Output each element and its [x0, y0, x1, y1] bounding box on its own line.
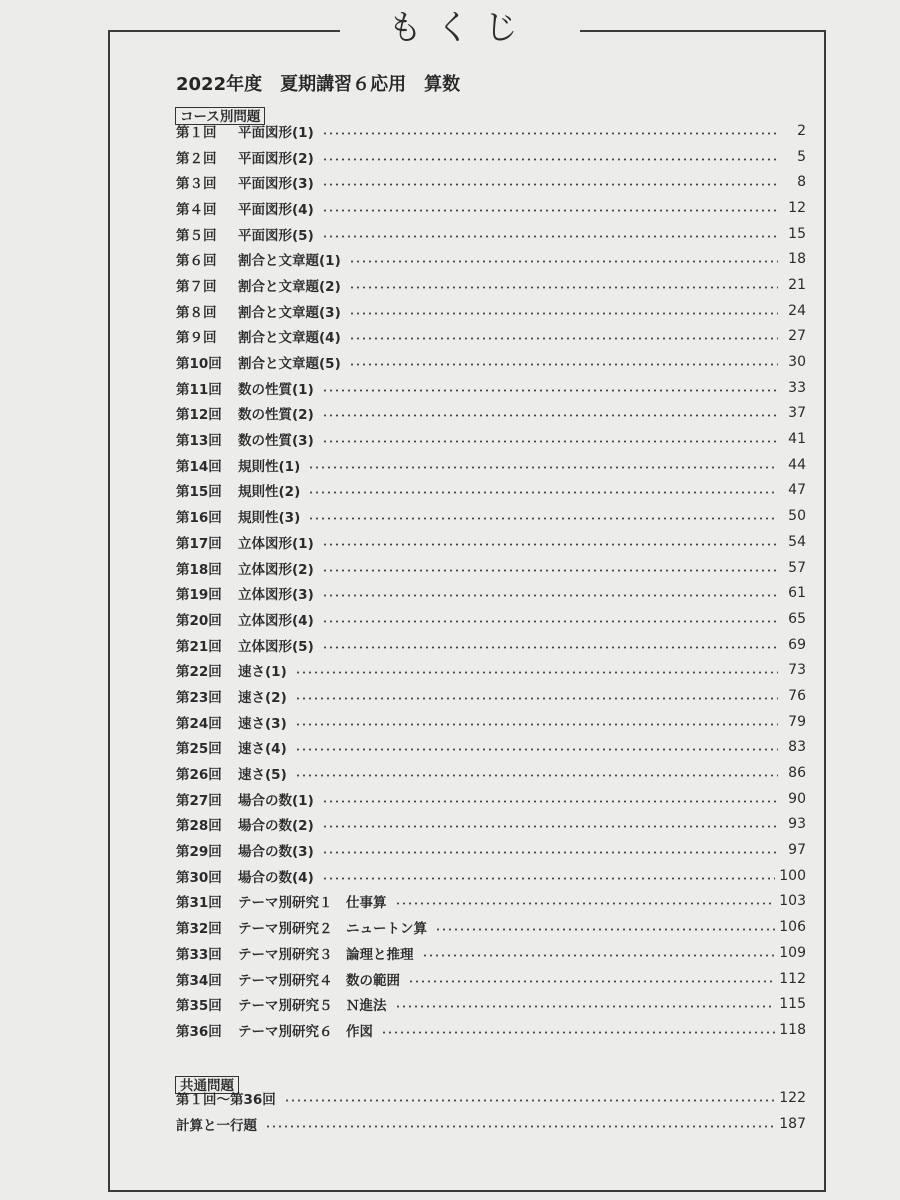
toc-entry-title: 割合と文章題(5) [238, 356, 341, 373]
toc-entry-number: 第23回 [176, 689, 222, 706]
toc-entry-title: 立体図形(2) [238, 561, 314, 578]
toc-entry-page: 50 [788, 508, 806, 525]
dot-leader [322, 594, 778, 597]
toc-entry [176, 940, 806, 966]
toc-entry [176, 1085, 806, 1111]
toc-entry-page: 61 [788, 585, 806, 602]
dot-leader [349, 312, 778, 315]
toc-entry-page: 97 [788, 842, 806, 859]
toc-entry-number: 第27回 [176, 792, 222, 809]
dot-leader [322, 235, 778, 238]
toc-entry-number: 第33回 [176, 946, 222, 963]
toc-entry-title: 規則性(2) [238, 484, 301, 501]
toc-entry-page: 118 [779, 1021, 806, 1038]
toc-entry-page: 54 [788, 533, 806, 550]
toc-entry-number: 第31回 [176, 895, 222, 912]
toc-entry [176, 401, 806, 427]
toc-entry [176, 478, 806, 504]
toc-entry-number: 第８回 [176, 304, 217, 321]
toc-entry [176, 760, 806, 786]
toc-entry [176, 272, 806, 298]
dot-leader [322, 132, 778, 135]
dot-leader [295, 774, 778, 777]
toc-entry-number: 第４回 [176, 201, 217, 218]
toc-entry-page: 69 [788, 636, 806, 653]
toc-entry-number: 第22回 [176, 664, 222, 681]
dot-leader [308, 466, 778, 469]
toc-entry [176, 812, 806, 838]
toc-entry-title: 数の性質(2) [238, 407, 314, 424]
toc-entry [176, 863, 806, 889]
dot-leader [349, 260, 778, 263]
toc-entry-title: 割合と文章題(4) [238, 330, 341, 347]
toc-entry [176, 709, 806, 735]
dot-leader [295, 697, 778, 700]
toc-entry-title: 数の性質(3) [238, 433, 314, 450]
toc-entry-title: テーマ別研究１ 仕事算 [238, 895, 387, 912]
toc-entry-page: 83 [788, 739, 806, 756]
toc-entry-number: 第28回 [176, 818, 222, 835]
toc-entry-number: 第25回 [176, 741, 222, 758]
toc-list-common [176, 1085, 806, 1137]
dot-leader [308, 517, 778, 520]
toc-entry-page: 187 [779, 1116, 806, 1132]
toc-entry-title: テーマ別研究６ 作図 [238, 1023, 373, 1040]
toc-entry [176, 580, 806, 606]
toc-entry-title: 平面図形(3) [238, 176, 314, 193]
dot-leader [295, 748, 778, 751]
dot-leader [322, 414, 778, 417]
dot-leader [308, 491, 778, 494]
toc-entry [176, 991, 806, 1017]
dot-leader [284, 1099, 775, 1102]
toc-entry-page: 103 [779, 893, 806, 910]
toc-entry-page: 24 [788, 302, 806, 319]
toc-entry-number: 第11回 [176, 381, 222, 398]
toc-entry-page: 18 [788, 251, 806, 268]
toc-entry-page: 93 [788, 816, 806, 833]
toc-entry [176, 298, 806, 324]
toc-entry-title: 割合と文章題(2) [238, 278, 341, 295]
toc-entry-page: 47 [788, 482, 806, 499]
toc-entry-page: 106 [779, 919, 806, 936]
dot-leader [265, 1125, 775, 1128]
toc-entry-title: 規則性(1) [238, 458, 301, 475]
toc-entry-title: 場合の数(1) [238, 792, 314, 809]
toc-entry-title: 速さ(4) [238, 741, 287, 758]
dot-leader [349, 286, 778, 289]
dot-leader [322, 851, 778, 854]
toc-entry-title: 場合の数(2) [238, 818, 314, 835]
toc-entry-title: テーマ別研究５ Ｎ進法 [238, 998, 387, 1015]
toc-entry-page: 73 [788, 662, 806, 679]
toc-entry-title: 割合と文章題(1) [238, 253, 341, 270]
toc-entry-number: 第２回 [176, 150, 217, 167]
toc-entry-title: 立体図形(3) [238, 587, 314, 604]
toc-entry [176, 1017, 806, 1043]
toc-entry-page: 27 [788, 328, 806, 345]
toc-entry-title: 計算と一行題 [176, 1118, 257, 1134]
dot-leader [322, 569, 778, 572]
toc-entry [176, 632, 806, 658]
toc-entry-page: 21 [788, 276, 806, 293]
toc-entry-number: 第20回 [176, 612, 222, 629]
dot-leader [322, 620, 778, 623]
toc-entry-page: 100 [779, 867, 806, 884]
dot-leader [322, 646, 778, 649]
toc-entry [176, 503, 806, 529]
dot-leader [435, 928, 775, 931]
dot-leader [322, 158, 778, 161]
toc-entry-number: 第６回 [176, 253, 217, 270]
toc-entry-number: 第12回 [176, 407, 222, 424]
toc-entry [176, 324, 806, 350]
toc-entry [176, 1111, 806, 1137]
toc-entry-page: 112 [779, 970, 806, 987]
toc-entry [176, 195, 806, 221]
toc-entry-number: 第21回 [176, 638, 222, 655]
toc-entry-title: 規則性(3) [238, 510, 301, 527]
toc-entry-page: 57 [788, 559, 806, 576]
toc-entry-number: 第15回 [176, 484, 222, 501]
dot-leader [395, 902, 776, 905]
toc-entry [176, 914, 806, 940]
toc-entry-title: 場合の数(4) [238, 869, 314, 886]
toc-entry-title: 割合と文章題(3) [238, 304, 341, 321]
toc-entry [176, 169, 806, 195]
toc-entry [176, 529, 806, 555]
dot-leader [422, 954, 776, 957]
toc-entry-number: 第７回 [176, 278, 217, 295]
toc-entry-number: 第５回 [176, 227, 217, 244]
dot-leader [295, 671, 778, 674]
toc-entry-number: 第10回 [176, 356, 222, 373]
toc-entry [176, 786, 806, 812]
section-label-common: 共通問題 [175, 1076, 239, 1094]
dot-leader [381, 1031, 775, 1034]
dot-leader [322, 543, 778, 546]
toc-entry [176, 735, 806, 761]
toc-entry [176, 966, 806, 992]
toc-entry-title: 速さ(3) [238, 715, 287, 732]
toc-entry-number: 第26回 [176, 767, 222, 784]
dot-leader [349, 337, 778, 340]
toc-entry-number: 第９回 [176, 330, 217, 347]
toc-entry-page: 12 [788, 199, 806, 216]
toc-entry-number: 第19回 [176, 587, 222, 604]
dot-leader [295, 723, 778, 726]
toc-entry-page: 90 [788, 790, 806, 807]
toc-entry-number: 第24回 [176, 715, 222, 732]
toc-entry [176, 452, 806, 478]
toc-entry-title: 数の性質(1) [238, 381, 314, 398]
toc-entry-number: 第17回 [176, 535, 222, 552]
document-subtitle: 2022年度 夏期講習６応用 算数 [176, 74, 461, 95]
toc-entry-title: 場合の数(3) [238, 844, 314, 861]
toc-entry-page: 2 [797, 122, 806, 139]
toc-entry [176, 375, 806, 401]
dot-leader [322, 183, 778, 186]
toc-entry [176, 118, 806, 144]
dot-leader [408, 980, 775, 983]
dot-leader [395, 1005, 776, 1008]
toc-entry-number: 第１回 [176, 124, 217, 141]
toc-entry-number: 第16回 [176, 510, 222, 527]
toc-entry [176, 349, 806, 375]
toc-entry [176, 221, 806, 247]
toc-entry [176, 683, 806, 709]
toc-entry-page: 30 [788, 354, 806, 371]
toc-entry-page: 44 [788, 456, 806, 473]
toc-entry-title: 立体図形(4) [238, 612, 314, 629]
section-label-course: コース別問題 [175, 107, 265, 125]
toc-entry-number: 第３回 [176, 176, 217, 193]
toc-entry-title: 立体図形(5) [238, 638, 314, 655]
toc-list-course [176, 118, 806, 1043]
toc-entry-number: 第18回 [176, 561, 222, 578]
toc-entry-number: 第32回 [176, 921, 222, 938]
toc-entry [176, 657, 806, 683]
toc-entry-page: 8 [797, 174, 806, 191]
toc-entry [176, 246, 806, 272]
toc-entry-page: 15 [788, 225, 806, 242]
toc-entry [176, 606, 806, 632]
toc-entry-number: 第35回 [176, 998, 222, 1015]
toc-entry-number: 第36回 [176, 1023, 222, 1040]
dot-leader [322, 800, 778, 803]
toc-entry-page: 109 [779, 944, 806, 961]
toc-entry-page: 5 [797, 148, 806, 165]
toc-entry-number: 第30回 [176, 869, 222, 886]
toc-entry [176, 144, 806, 170]
toc-entry-page: 65 [788, 610, 806, 627]
toc-entry-page: 76 [788, 687, 806, 704]
toc-entry-title: テーマ別研究３ 論理と推理 [238, 946, 414, 963]
toc-entry [176, 889, 806, 915]
toc-entry-number: 第14回 [176, 458, 222, 475]
toc-entry-page: 41 [788, 431, 806, 448]
toc-entry-page: 86 [788, 765, 806, 782]
toc-entry-page: 37 [788, 405, 806, 422]
toc-entry-number: 第13回 [176, 433, 222, 450]
toc-entry-page: 33 [788, 379, 806, 396]
toc-entry-title: 速さ(5) [238, 767, 287, 784]
toc-entry [176, 555, 806, 581]
toc-entry-title: 速さ(1) [238, 664, 287, 681]
dot-leader [322, 825, 778, 828]
page-title: もくじ [340, 4, 580, 56]
toc-entry-title: 立体図形(1) [238, 535, 314, 552]
toc-entry-title: 速さ(2) [238, 689, 287, 706]
dot-leader [322, 389, 778, 392]
dot-leader [322, 440, 778, 443]
toc-entry-page: 79 [788, 713, 806, 730]
toc-entry-title: 平面図形(4) [238, 201, 314, 218]
toc-entry-title: 平面図形(2) [238, 150, 314, 167]
dot-leader [322, 209, 778, 212]
toc-entry [176, 426, 806, 452]
toc-entry-title: 平面図形(5) [238, 227, 314, 244]
toc-entry-number: 第34回 [176, 972, 222, 989]
toc-entry-page: 115 [779, 996, 806, 1013]
toc-entry-title: テーマ別研究２ ニュートン算 [238, 921, 427, 938]
dot-leader [349, 363, 778, 366]
toc-entry-title: 平面図形(1) [238, 124, 314, 141]
toc-entry [176, 837, 806, 863]
toc-entry-page: 122 [779, 1090, 806, 1106]
dot-leader [322, 877, 776, 880]
toc-entry-title: 第１回～第36回 [176, 1092, 276, 1108]
toc-entry-title: テーマ別研究４ 数の範囲 [238, 972, 400, 989]
toc-entry-number: 第29回 [176, 844, 222, 861]
